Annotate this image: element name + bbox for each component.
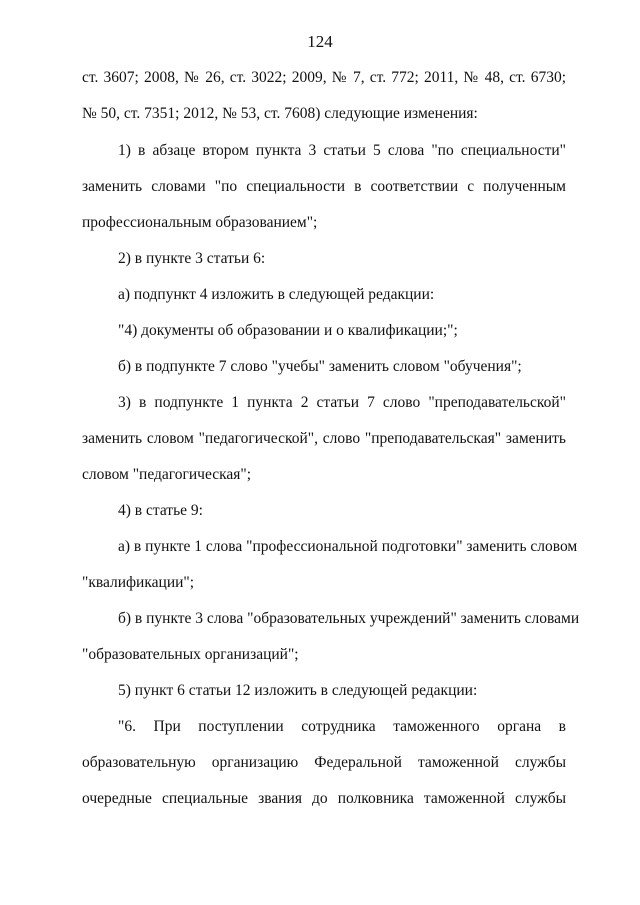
text-line: "квалификации"; (82, 574, 195, 591)
text-line: "образовательных организаций"; (82, 646, 299, 663)
text-line: б) в пункте 3 слова "образовательных учреждений" заменить словами (118, 610, 580, 627)
text-line: 4) в статье 9: (118, 502, 203, 519)
text-line: заменить словами "по специальности в соответствии с полученным (82, 178, 566, 195)
text-line: б) в подпункте 7 слово "учебы" заменить словом "обучения"; (118, 358, 522, 375)
text-line: 5) пункт 6 статьи 12 изложить в следующей редакции: (118, 682, 478, 699)
text-line: № 50, ст. 7351; 2012, № 53, ст. 7608) следующие изменения: (82, 105, 478, 122)
text-line: ст. 3607; 2008, № 26, ст. 3022; 2009, № 7, ст. 772; 2011, № 48, ст. 6730; (82, 69, 566, 86)
text-line: 3) в подпункте 1 пункта 2 статьи 7 слово "преподавательской" (118, 394, 566, 411)
text-line: очередные специальные звания до полковника таможенной службы (82, 790, 566, 807)
text-line: 1) в абзаце втором пункта 3 статьи 5 слова "по специальности" (118, 142, 566, 159)
text-line: "6. При поступлении сотрудника таможенного органа в (118, 718, 566, 735)
text-line: "4) документы об образовании и о квалификации;"; (118, 322, 458, 339)
page-number: 124 (307, 32, 333, 51)
text-line: образовательную организацию Федеральной таможенной службы (82, 754, 566, 771)
text-line: 2) в пункте 3 статьи 6: (118, 250, 266, 267)
text-line: словом "педагогическая"; (82, 466, 252, 483)
text-line: профессиональным образованием"; (82, 214, 318, 231)
text-line: заменить словом "педагогической", слово "преподавательская" заменить (82, 430, 566, 447)
text-line: а) в пункте 1 слова "профессиональной подготовки" заменить словом (118, 538, 578, 555)
text-line: а) подпункт 4 изложить в следующей редакции: (118, 286, 435, 303)
